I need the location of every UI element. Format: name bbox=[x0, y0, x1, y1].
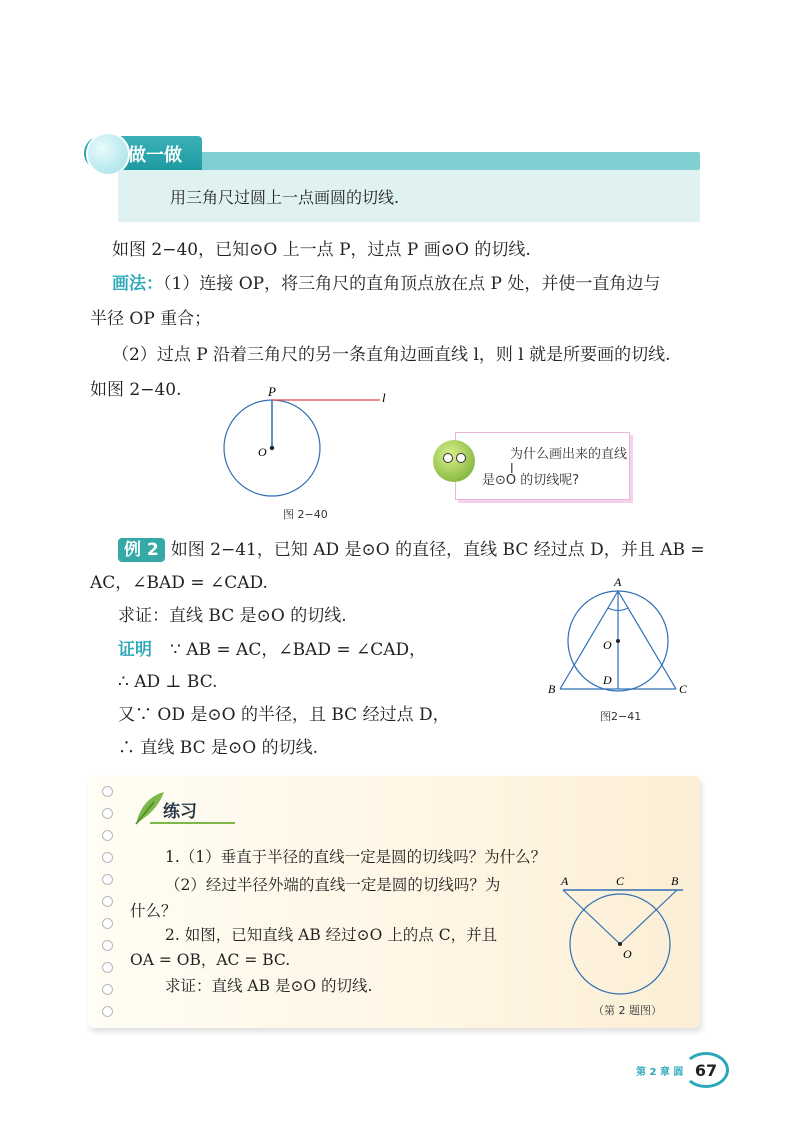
proof-step3: 又∵ OD 是⊙O 的半径，且 BC 经过点 D， bbox=[118, 705, 450, 725]
fig240-label-P: P bbox=[268, 384, 276, 399]
fig240-label-O: O bbox=[258, 445, 267, 459]
figex-label-O: O bbox=[623, 947, 632, 961]
fig240-center-dot bbox=[270, 446, 274, 450]
intro-text: 如图 2−40，已知⊙O 上一点 P，过点 P 画⊙O 的切线. bbox=[112, 240, 531, 260]
example-line1 bbox=[118, 538, 705, 562]
figex-label-A: A bbox=[561, 874, 569, 888]
exercise-q1a: 1.（1）垂直于半径的直线一定是圆的切线吗？为什么？ bbox=[165, 848, 547, 866]
example-line2: AC，∠BAD = ∠CAD. bbox=[90, 573, 268, 593]
fig241-label-O: O bbox=[603, 638, 612, 652]
example-prove: 求证：直线 BC 是⊙O 的切线. bbox=[118, 606, 347, 626]
figure-2-41 bbox=[545, 575, 695, 700]
exercise-title: 练习 bbox=[163, 802, 197, 822]
exercise-figure bbox=[555, 870, 690, 1000]
section-title: 做一做 bbox=[128, 145, 182, 166]
exercise-title-underline bbox=[150, 822, 235, 824]
figex-label-B: B bbox=[671, 874, 679, 888]
fig241-label-C: C bbox=[679, 682, 688, 696]
method-step1-text: （1）连接 OP，将三角尺的直角顶点放在点 P 处，并使一直角边与 bbox=[163, 274, 661, 294]
section-header-bar bbox=[118, 152, 700, 170]
method-step2: （2）过点 P 沿着三角尺的另一条直角边画直线 l，则 l 就是所要画的切线. bbox=[112, 345, 671, 365]
example-badge: 例 2 bbox=[118, 538, 165, 562]
exercise-q2c: 求证：直线 AB 是⊙O 的切线. bbox=[165, 977, 373, 995]
bubble-line1: 为什么画出来的直线 l bbox=[510, 447, 628, 477]
figex-line-OA bbox=[563, 890, 620, 944]
notebook-rings bbox=[102, 786, 116, 1022]
method-step3: 如图 2−40. bbox=[90, 380, 182, 400]
bubble-line2: 是⊙O 的切线呢? bbox=[482, 473, 580, 488]
proof-line1 bbox=[118, 638, 426, 662]
fig240-label-l: l bbox=[382, 390, 386, 405]
proof-step2: ∴ AD ⊥ BC. bbox=[118, 672, 218, 692]
exercise-q2a: 2. 如图，已知直线 AB 经过⊙O 上的点 C，并且 bbox=[165, 926, 498, 944]
method-label: 画法： bbox=[112, 274, 163, 294]
mascot-icon bbox=[433, 440, 475, 482]
figex-caption: （第 2 题图） bbox=[593, 1004, 662, 1017]
figex-center-dot bbox=[618, 942, 622, 946]
figex-label-C: C bbox=[616, 874, 625, 888]
fig241-label-B: B bbox=[548, 682, 556, 696]
proof-label: 证明 bbox=[118, 640, 152, 660]
section-task: 用三角尺过圆上一点画圆的切线. bbox=[170, 188, 400, 207]
figure-2-40 bbox=[210, 382, 410, 522]
page-number: 67 bbox=[683, 1052, 729, 1088]
thought-bubble bbox=[455, 432, 630, 500]
method-step1 bbox=[112, 272, 660, 296]
fig240-caption: 图 2−40 bbox=[283, 508, 328, 521]
fig241-line-AC bbox=[618, 591, 676, 689]
exercise-q1c: 什么？ bbox=[130, 902, 177, 920]
fig241-caption: 图2−41 bbox=[600, 710, 642, 723]
exercise-q1b: （2）经过半径外端的直线一定是圆的切线吗？为 bbox=[165, 876, 501, 894]
exercise-q2b: OA = OB，AC = BC. bbox=[130, 951, 291, 969]
fig241-label-A: A bbox=[614, 575, 622, 589]
proof-step4: ∴ 直线 BC 是⊙O 的切线. bbox=[118, 738, 319, 758]
fig241-label-D: D bbox=[603, 673, 612, 687]
chapter-label: 第 2 章 圆 bbox=[636, 1067, 684, 1078]
proof-step1: ∵ AB = AC，∠BAD = ∠CAD， bbox=[170, 640, 427, 660]
figex-line-OB bbox=[620, 890, 677, 944]
fig241-center-dot bbox=[616, 639, 620, 643]
example-text-a: 如图 2−41，已知 AD 是⊙O 的直径，直线 BC 经过点 D，并且 AB = bbox=[170, 540, 705, 560]
method-step1-cont: 半径 OP 重合； bbox=[90, 309, 212, 329]
